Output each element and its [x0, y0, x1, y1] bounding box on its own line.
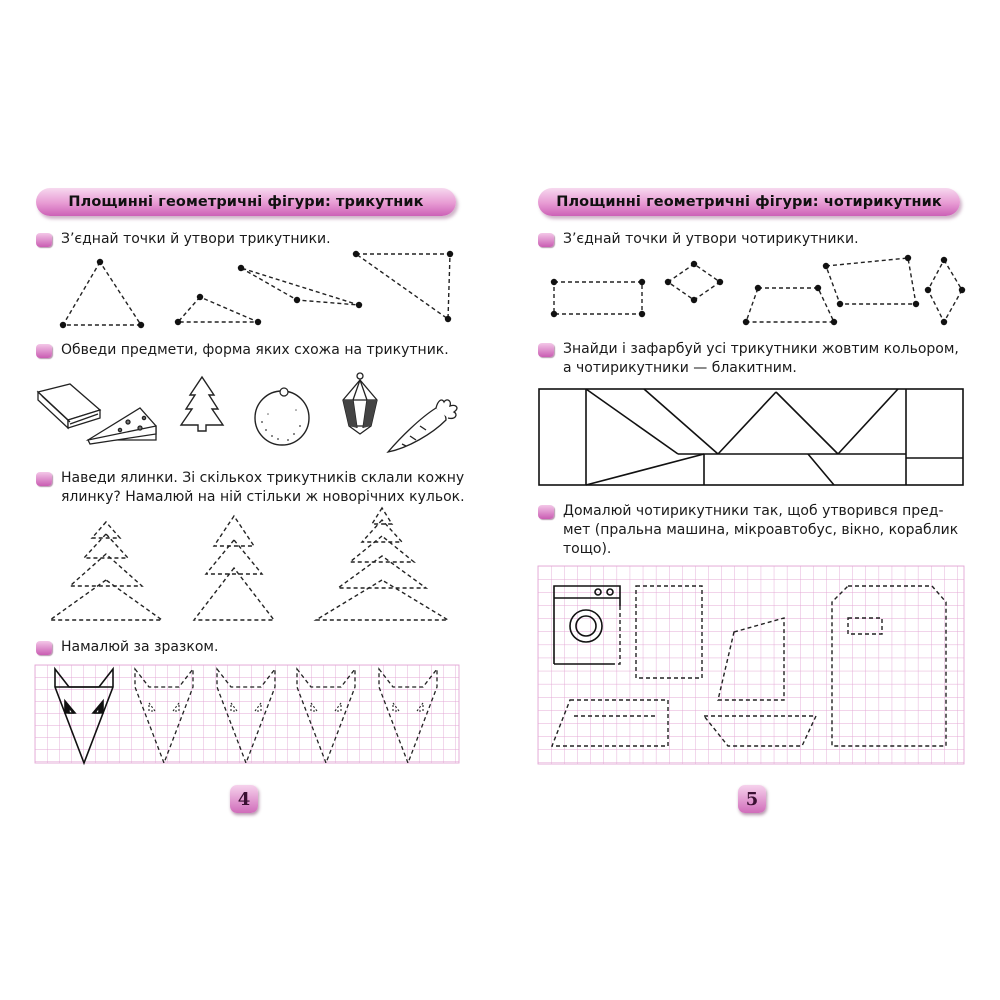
task-circle-triangle-objects: [36, 341, 476, 360]
task-trace-fir-trees: [36, 469, 481, 507]
task-text: З’єднай точки й утвори трикутники.: [61, 231, 331, 247]
task-bullet: [36, 472, 52, 486]
fox-grid[interactable]: [35, 665, 460, 765]
task-bullet: [538, 505, 554, 519]
task-bullet: [36, 233, 52, 247]
page-number-text: 5: [745, 788, 759, 810]
dotted-triangles[interactable]: [50, 250, 470, 330]
page-title: [36, 188, 456, 216]
objects-grid[interactable]: [538, 566, 966, 766]
fir-tree-icon[interactable]: [178, 375, 228, 435]
task-connect-dots-triangles: [36, 230, 476, 249]
dotted-quadrilaterals[interactable]: [548, 252, 978, 332]
task-color-shapes: [538, 340, 978, 378]
task-connect-dots-quadrilaterals: [538, 230, 978, 249]
task-bullet: [36, 641, 52, 655]
page-number-text: 4: [237, 788, 251, 810]
task-text: Знайди і зафарбуй усі трикутники жовтим кольором, а чотирикутники — блакитним.: [563, 341, 959, 376]
task-text: З’єднай точки й утвори чотирикутники.: [563, 231, 859, 247]
task-text: Намалюй за зразком.: [61, 639, 219, 655]
cheese-slice-icon[interactable]: [84, 404, 164, 444]
page-title: [538, 188, 960, 216]
page-title-text: Площинні геометричні фігури: трикутник: [68, 194, 424, 210]
page-number: [230, 785, 258, 813]
task-text: Наведи ялинки. Зі скількох трикутників склали кожну ялинку? Намалюй на ній стільки ж новорічних кульок.: [61, 470, 465, 505]
task-bullet: [538, 343, 554, 357]
task-draw-by-sample: [36, 638, 476, 657]
task-complete-quadrilaterals: [538, 502, 983, 559]
page-number: [738, 785, 766, 813]
task-bullet: [36, 344, 52, 358]
right-page: [500, 0, 1000, 1000]
carrot-icon[interactable]: [384, 398, 464, 458]
task-text: Домалюй чотирикутники так, щоб утворився пред- мет (пральна машина, мікроавтобус, вікно, кораблик тощо).: [563, 503, 959, 557]
task-text: Обведи предмети, форма яких схожа на трикутник.: [61, 342, 449, 358]
task-bullet: [538, 233, 554, 247]
page-title-text: Площинні геометричні фігури: чотирикутник: [556, 194, 942, 210]
crystal-ornament-icon[interactable]: [335, 372, 385, 442]
dashed-fir-trees[interactable]: [46, 512, 466, 622]
shapes-puzzle[interactable]: [538, 388, 966, 488]
orange-icon[interactable]: [252, 384, 312, 448]
